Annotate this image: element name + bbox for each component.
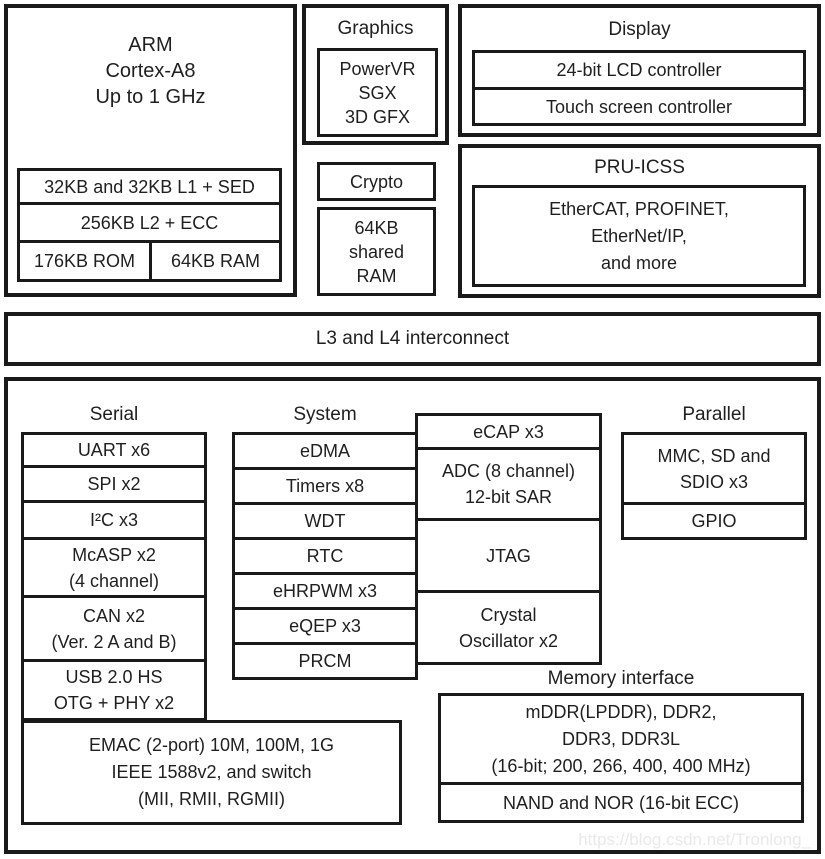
oscillator-line: Crystal bbox=[480, 604, 537, 625]
wdt-box: WDT bbox=[232, 502, 418, 540]
usb-line: OTG + PHY x2 bbox=[53, 693, 175, 713]
arm-title-line: ARM bbox=[128, 34, 173, 56]
l1-cache-box: 32KB and 32KB L1 + SED bbox=[17, 168, 282, 205]
edma-box: eDMA bbox=[232, 432, 418, 470]
emac-box bbox=[21, 720, 402, 825]
lcd-controller-box: 24-bit LCD controller bbox=[472, 50, 806, 90]
peripherals-block bbox=[4, 377, 821, 854]
adc-box bbox=[415, 447, 602, 521]
gpu-line: SGX bbox=[358, 82, 397, 103]
system-column-label: System bbox=[293, 404, 357, 425]
gpu-line: 3D GFX bbox=[344, 106, 410, 127]
interconnect-bar: L3 and L4 interconnect bbox=[4, 312, 821, 366]
mcasp-line: (4 channel) bbox=[68, 570, 160, 591]
emac-line: IEEE 1588v2, and switch bbox=[111, 762, 312, 782]
nand-nor-box: NAND and NOR (16-bit ECC) bbox=[438, 782, 804, 823]
pru-protocols-line: EtherCAT, PROFINET, bbox=[549, 198, 729, 219]
mmc-box bbox=[621, 432, 807, 505]
shared-ram-line: shared bbox=[348, 241, 405, 262]
ddr-line: mDDR(LPDDR), DDR2, bbox=[525, 701, 717, 722]
ddr-line: (16-bit; 200, 266, 400, 400 MHz) bbox=[491, 755, 751, 776]
mmc-line: SDIO x3 bbox=[679, 471, 749, 492]
pru-icss-block bbox=[458, 144, 821, 298]
mcasp-box bbox=[21, 537, 207, 598]
arm-block bbox=[4, 4, 297, 297]
parallel-stack bbox=[621, 432, 807, 540]
usb-line: USB 2.0 HS bbox=[65, 667, 163, 687]
gpu-box bbox=[317, 48, 438, 137]
parallel-column-label: Parallel bbox=[682, 404, 746, 425]
ecap-box: eCAP x3 bbox=[415, 413, 602, 450]
memory-stack bbox=[438, 693, 804, 823]
pru-protocols-box bbox=[472, 185, 806, 287]
ehrpwm-box: eHRPWM x3 bbox=[232, 572, 418, 610]
prcm-box: PRCM bbox=[232, 642, 418, 680]
adc-line: ADC (8 channel) bbox=[441, 461, 576, 481]
serial-column-label: Serial bbox=[89, 404, 139, 425]
i2c-box: I²C x3 bbox=[21, 500, 207, 540]
shared-ram-box bbox=[317, 207, 436, 296]
mmc-line: MMC, SD and bbox=[657, 445, 771, 466]
control-stack bbox=[415, 413, 602, 665]
timers-box: Timers x8 bbox=[232, 467, 418, 505]
shared-ram-line: RAM bbox=[356, 265, 397, 286]
pru-protocols-line: and more bbox=[600, 252, 678, 273]
display-stack bbox=[472, 50, 806, 126]
can-box bbox=[21, 595, 207, 662]
crystal-oscillator-box bbox=[415, 590, 602, 665]
ddr-line: DDR3, DDR3L bbox=[561, 728, 681, 749]
rom-ram-row bbox=[17, 240, 282, 282]
arm-title-line: Up to 1 GHz bbox=[95, 86, 206, 108]
pru-icss-title: PRU-ICSS bbox=[594, 157, 685, 178]
l2-cache-box: 256KB L2 + ECC bbox=[17, 202, 282, 243]
gpu-line: PowerVR bbox=[339, 58, 416, 79]
arm-title bbox=[8, 32, 293, 110]
crypto-box: Crypto bbox=[317, 162, 436, 201]
eqep-box: eQEP x3 bbox=[232, 607, 418, 645]
adc-line: 12-bit SAR bbox=[464, 487, 553, 507]
uart-box: UART x6 bbox=[21, 432, 207, 468]
watermark-url: https://blog.csdn.net/Tronlong_ bbox=[578, 830, 811, 849]
pru-protocols-line: EtherNet/IP, bbox=[591, 225, 687, 246]
shared-ram-line: 64KB bbox=[354, 217, 399, 238]
graphics-block bbox=[302, 4, 449, 145]
spi-box: SPI x2 bbox=[21, 465, 207, 503]
oscillator-line: Oscillator x2 bbox=[458, 630, 559, 651]
jtag-box: JTAG bbox=[415, 518, 602, 593]
system-stack bbox=[232, 432, 418, 680]
display-block bbox=[458, 4, 821, 137]
gpio-box: GPIO bbox=[621, 502, 807, 540]
rom-box: 176KB ROM bbox=[17, 240, 152, 282]
ram-box: 64KB RAM bbox=[149, 240, 282, 282]
arm-memory-stack bbox=[17, 168, 282, 282]
ddr-box bbox=[438, 693, 804, 785]
mcasp-line: McASP x2 bbox=[72, 544, 156, 565]
serial-stack bbox=[21, 432, 207, 721]
can-line: (Ver. 2 A and B) bbox=[51, 631, 177, 652]
display-title: Display bbox=[608, 19, 671, 40]
rtc-box: RTC bbox=[232, 537, 418, 575]
memory-interface-label: Memory interface bbox=[547, 668, 695, 689]
arm-title-line: Cortex-A8 bbox=[105, 60, 196, 82]
usb-box bbox=[21, 659, 207, 721]
graphics-title: Graphics bbox=[337, 18, 414, 39]
touchscreen-controller-box: Touch screen controller bbox=[472, 87, 806, 126]
emac-line: EMAC (2-port) 10M, 100M, 1G bbox=[88, 735, 335, 755]
emac-line: (MII, RMII, RGMII) bbox=[138, 789, 285, 809]
can-line: CAN x2 bbox=[82, 605, 145, 626]
